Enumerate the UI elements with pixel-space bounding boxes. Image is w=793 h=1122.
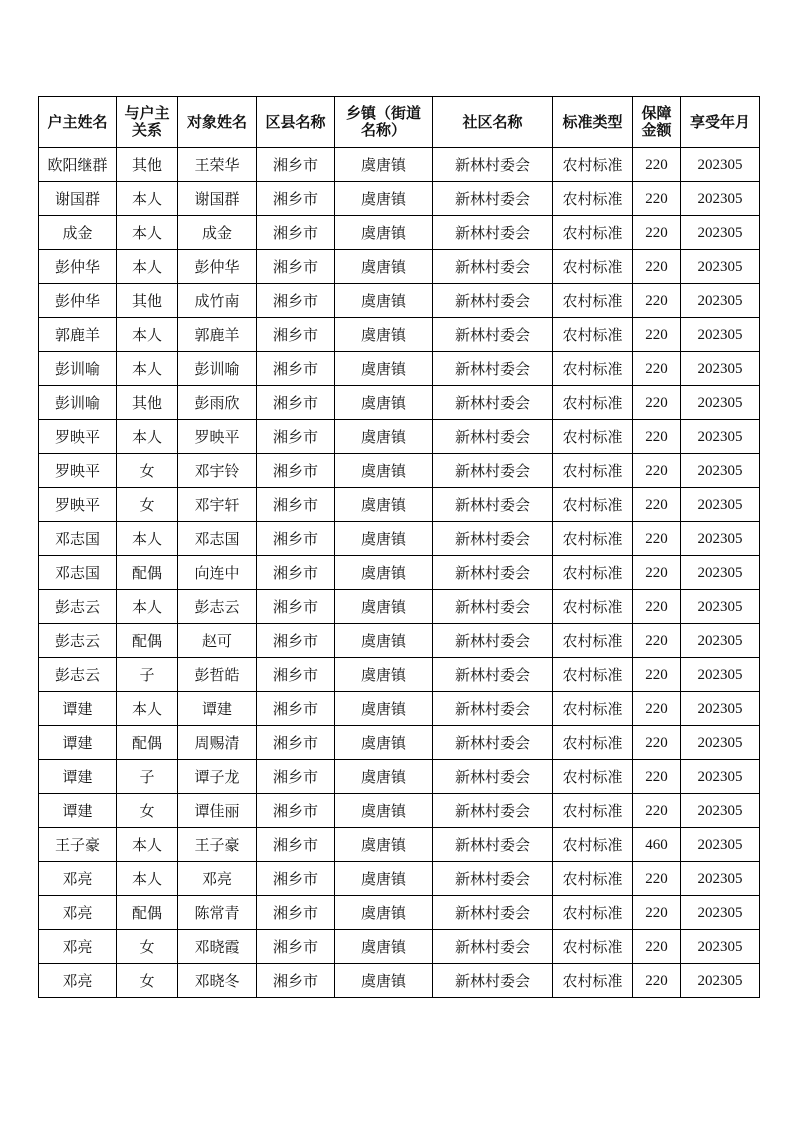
cell-relation-to-head: 女	[117, 488, 178, 522]
cell-community-name: 新林村委会	[433, 896, 553, 930]
cell-benefit-month: 202305	[681, 182, 760, 216]
cell-beneficiary-name: 周赐清	[178, 726, 257, 760]
cell-household-head-name: 邓亮	[39, 896, 117, 930]
table-row	[39, 624, 760, 658]
cell-township-name: 虞唐镇	[335, 658, 433, 692]
table-row	[39, 488, 760, 522]
table-row	[39, 590, 760, 624]
cell-allowance-amount: 220	[633, 522, 681, 556]
cell-beneficiary-name: 邓宇轩	[178, 488, 257, 522]
cell-standard-type: 农村标准	[553, 760, 633, 794]
table-row	[39, 760, 760, 794]
cell-township-name: 虞唐镇	[335, 250, 433, 284]
cell-county-name: 湘乡市	[257, 930, 335, 964]
table-body	[39, 148, 760, 998]
cell-community-name: 新林村委会	[433, 318, 553, 352]
table-row	[39, 182, 760, 216]
header-standard-type	[553, 97, 633, 148]
cell-relation-to-head: 本人	[117, 828, 178, 862]
cell-township-name: 虞唐镇	[335, 828, 433, 862]
cell-relation-to-head: 本人	[117, 420, 178, 454]
cell-standard-type: 农村标准	[553, 318, 633, 352]
cell-benefit-month: 202305	[681, 726, 760, 760]
cell-allowance-amount: 460	[633, 828, 681, 862]
cell-beneficiary-name: 彭仲华	[178, 250, 257, 284]
cell-household-head-name: 谢国群	[39, 182, 117, 216]
cell-relation-to-head: 配偶	[117, 556, 178, 590]
cell-allowance-amount: 220	[633, 930, 681, 964]
table-row	[39, 216, 760, 250]
cell-beneficiary-name: 邓晓冬	[178, 964, 257, 998]
cell-allowance-amount: 220	[633, 454, 681, 488]
cell-relation-to-head: 本人	[117, 522, 178, 556]
cell-relation-to-head: 配偶	[117, 726, 178, 760]
cell-township-name: 虞唐镇	[335, 420, 433, 454]
cell-benefit-month: 202305	[681, 250, 760, 284]
cell-township-name: 虞唐镇	[335, 590, 433, 624]
cell-township-name: 虞唐镇	[335, 794, 433, 828]
cell-household-head-name: 谭建	[39, 794, 117, 828]
table-row	[39, 318, 760, 352]
cell-household-head-name: 彭志云	[39, 590, 117, 624]
cell-household-head-name: 邓亮	[39, 964, 117, 998]
cell-county-name: 湘乡市	[257, 624, 335, 658]
cell-benefit-month: 202305	[681, 352, 760, 386]
header-community-name-label: 社区名称	[462, 112, 523, 131]
cell-benefit-month: 202305	[681, 862, 760, 896]
cell-beneficiary-name: 王子豪	[178, 828, 257, 862]
cell-relation-to-head: 其他	[117, 148, 178, 182]
table-row	[39, 658, 760, 692]
cell-relation-to-head: 其他	[117, 284, 178, 318]
table-row	[39, 794, 760, 828]
header-standard-type-label: 标准类型	[562, 112, 623, 131]
cell-county-name: 湘乡市	[257, 522, 335, 556]
table-row	[39, 148, 760, 182]
header-county-name-label: 区县名称	[265, 112, 326, 131]
table-row	[39, 930, 760, 964]
cell-household-head-name: 欧阳继群	[39, 148, 117, 182]
cell-standard-type: 农村标准	[553, 692, 633, 726]
cell-beneficiary-name: 彭雨欣	[178, 386, 257, 420]
cell-household-head-name: 罗映平	[39, 454, 117, 488]
header-community-name	[433, 97, 553, 148]
cell-community-name: 新林村委会	[433, 624, 553, 658]
cell-benefit-month: 202305	[681, 318, 760, 352]
cell-county-name: 湘乡市	[257, 556, 335, 590]
cell-township-name: 虞唐镇	[335, 522, 433, 556]
table-row	[39, 556, 760, 590]
cell-benefit-month: 202305	[681, 488, 760, 522]
cell-household-head-name: 谭建	[39, 760, 117, 794]
cell-beneficiary-name: 王荣华	[178, 148, 257, 182]
cell-allowance-amount: 220	[633, 420, 681, 454]
cell-household-head-name: 谭建	[39, 726, 117, 760]
table-header	[39, 97, 760, 148]
cell-beneficiary-name: 罗映平	[178, 420, 257, 454]
cell-county-name: 湘乡市	[257, 454, 335, 488]
cell-township-name: 虞唐镇	[335, 352, 433, 386]
cell-standard-type: 农村标准	[553, 488, 633, 522]
cell-household-head-name: 罗映平	[39, 488, 117, 522]
cell-township-name: 虞唐镇	[335, 930, 433, 964]
cell-county-name: 湘乡市	[257, 148, 335, 182]
cell-standard-type: 农村标准	[553, 624, 633, 658]
header-benefit-month-label: 享受年月	[689, 112, 750, 131]
cell-community-name: 新林村委会	[433, 828, 553, 862]
cell-township-name: 虞唐镇	[335, 488, 433, 522]
cell-benefit-month: 202305	[681, 216, 760, 250]
cell-benefit-month: 202305	[681, 386, 760, 420]
cell-standard-type: 农村标准	[553, 182, 633, 216]
cell-benefit-month: 202305	[681, 896, 760, 930]
cell-community-name: 新林村委会	[433, 386, 553, 420]
cell-township-name: 虞唐镇	[335, 760, 433, 794]
cell-township-name: 虞唐镇	[335, 726, 433, 760]
cell-household-head-name: 郭鹿羊	[39, 318, 117, 352]
cell-township-name: 虞唐镇	[335, 692, 433, 726]
table-header-row	[39, 97, 760, 148]
header-beneficiary-name	[178, 97, 257, 148]
cell-community-name: 新林村委会	[433, 454, 553, 488]
cell-relation-to-head: 子	[117, 658, 178, 692]
cell-beneficiary-name: 向连中	[178, 556, 257, 590]
cell-beneficiary-name: 郭鹿羊	[178, 318, 257, 352]
cell-township-name: 虞唐镇	[335, 896, 433, 930]
cell-standard-type: 农村标准	[553, 250, 633, 284]
cell-beneficiary-name: 谭子龙	[178, 760, 257, 794]
cell-relation-to-head: 女	[117, 964, 178, 998]
cell-township-name: 虞唐镇	[335, 624, 433, 658]
cell-relation-to-head: 女	[117, 930, 178, 964]
header-relation-to-head-label: 与户主	[124, 104, 170, 122]
cell-community-name: 新林村委会	[433, 930, 553, 964]
cell-benefit-month: 202305	[681, 420, 760, 454]
cell-allowance-amount: 220	[633, 216, 681, 250]
table-row	[39, 454, 760, 488]
cell-community-name: 新林村委会	[433, 964, 553, 998]
header-allowance-amount	[633, 97, 681, 148]
cell-standard-type: 农村标准	[553, 556, 633, 590]
header-township-name	[335, 97, 433, 148]
cell-household-head-name: 王子豪	[39, 828, 117, 862]
cell-standard-type: 农村标准	[553, 726, 633, 760]
table-row	[39, 386, 760, 420]
header-relation-to-head-label: 关系	[131, 121, 162, 139]
cell-township-name: 虞唐镇	[335, 318, 433, 352]
cell-beneficiary-name: 陈常青	[178, 896, 257, 930]
table-row	[39, 726, 760, 760]
cell-beneficiary-name: 谭建	[178, 692, 257, 726]
cell-relation-to-head: 本人	[117, 182, 178, 216]
cell-county-name: 湘乡市	[257, 862, 335, 896]
header-household-head-name	[39, 97, 117, 148]
cell-beneficiary-name: 彭训喻	[178, 352, 257, 386]
cell-standard-type: 农村标准	[553, 420, 633, 454]
cell-community-name: 新林村委会	[433, 284, 553, 318]
table-row	[39, 420, 760, 454]
cell-benefit-month: 202305	[681, 828, 760, 862]
table-row	[39, 250, 760, 284]
header-beneficiary-name-label: 对象姓名	[186, 112, 247, 131]
cell-community-name: 新林村委会	[433, 250, 553, 284]
cell-allowance-amount: 220	[633, 148, 681, 182]
header-allowance-amount-label: 保障	[641, 104, 672, 122]
cell-relation-to-head: 本人	[117, 590, 178, 624]
cell-allowance-amount: 220	[633, 726, 681, 760]
cell-county-name: 湘乡市	[257, 896, 335, 930]
cell-community-name: 新林村委会	[433, 182, 553, 216]
cell-household-head-name: 罗映平	[39, 420, 117, 454]
cell-standard-type: 农村标准	[553, 386, 633, 420]
cell-benefit-month: 202305	[681, 624, 760, 658]
table-row	[39, 692, 760, 726]
cell-community-name: 新林村委会	[433, 216, 553, 250]
table-row	[39, 862, 760, 896]
cell-beneficiary-name: 邓宇铃	[178, 454, 257, 488]
table-row	[39, 964, 760, 998]
cell-township-name: 虞唐镇	[335, 182, 433, 216]
cell-benefit-month: 202305	[681, 284, 760, 318]
cell-county-name: 湘乡市	[257, 760, 335, 794]
cell-county-name: 湘乡市	[257, 386, 335, 420]
cell-allowance-amount: 220	[633, 658, 681, 692]
cell-allowance-amount: 220	[633, 964, 681, 998]
cell-county-name: 湘乡市	[257, 964, 335, 998]
cell-household-head-name: 邓志国	[39, 522, 117, 556]
cell-beneficiary-name: 邓晓霞	[178, 930, 257, 964]
cell-relation-to-head: 子	[117, 760, 178, 794]
cell-township-name: 虞唐镇	[335, 386, 433, 420]
cell-county-name: 湘乡市	[257, 590, 335, 624]
cell-allowance-amount: 220	[633, 182, 681, 216]
cell-standard-type: 农村标准	[553, 352, 633, 386]
cell-county-name: 湘乡市	[257, 352, 335, 386]
cell-county-name: 湘乡市	[257, 284, 335, 318]
cell-household-head-name: 彭训喻	[39, 386, 117, 420]
cell-township-name: 虞唐镇	[335, 284, 433, 318]
table-row	[39, 828, 760, 862]
cell-allowance-amount: 220	[633, 284, 681, 318]
cell-relation-to-head: 本人	[117, 692, 178, 726]
cell-household-head-name: 谭建	[39, 692, 117, 726]
cell-township-name: 虞唐镇	[335, 216, 433, 250]
cell-standard-type: 农村标准	[553, 216, 633, 250]
cell-standard-type: 农村标准	[553, 794, 633, 828]
cell-allowance-amount: 220	[633, 760, 681, 794]
cell-benefit-month: 202305	[681, 454, 760, 488]
cell-relation-to-head: 配偶	[117, 624, 178, 658]
cell-household-head-name: 彭志云	[39, 658, 117, 692]
header-benefit-month	[681, 97, 760, 148]
relief-recipients-table	[38, 96, 760, 998]
cell-community-name: 新林村委会	[433, 862, 553, 896]
cell-relation-to-head: 本人	[117, 352, 178, 386]
table-row	[39, 522, 760, 556]
cell-beneficiary-name: 邓志国	[178, 522, 257, 556]
cell-household-head-name: 彭志云	[39, 624, 117, 658]
cell-allowance-amount: 220	[633, 352, 681, 386]
cell-benefit-month: 202305	[681, 148, 760, 182]
cell-allowance-amount: 220	[633, 250, 681, 284]
cell-benefit-month: 202305	[681, 692, 760, 726]
cell-community-name: 新林村委会	[433, 352, 553, 386]
cell-county-name: 湘乡市	[257, 250, 335, 284]
cell-community-name: 新林村委会	[433, 556, 553, 590]
cell-community-name: 新林村委会	[433, 590, 553, 624]
cell-standard-type: 农村标准	[553, 828, 633, 862]
cell-county-name: 湘乡市	[257, 318, 335, 352]
cell-township-name: 虞唐镇	[335, 454, 433, 488]
cell-county-name: 湘乡市	[257, 488, 335, 522]
cell-allowance-amount: 220	[633, 692, 681, 726]
cell-relation-to-head: 本人	[117, 318, 178, 352]
cell-relation-to-head: 本人	[117, 216, 178, 250]
cell-household-head-name: 彭训喻	[39, 352, 117, 386]
cell-county-name: 湘乡市	[257, 828, 335, 862]
cell-county-name: 湘乡市	[257, 216, 335, 250]
cell-household-head-name: 彭仲华	[39, 284, 117, 318]
cell-allowance-amount: 220	[633, 590, 681, 624]
cell-community-name: 新林村委会	[433, 420, 553, 454]
cell-standard-type: 农村标准	[553, 522, 633, 556]
header-township-name-label: 乡镇（街道	[345, 104, 421, 122]
cell-township-name: 虞唐镇	[335, 964, 433, 998]
cell-beneficiary-name: 彭志云	[178, 590, 257, 624]
cell-allowance-amount: 220	[633, 624, 681, 658]
cell-household-head-name: 成金	[39, 216, 117, 250]
cell-allowance-amount: 220	[633, 794, 681, 828]
cell-household-head-name: 邓志国	[39, 556, 117, 590]
cell-community-name: 新林村委会	[433, 658, 553, 692]
cell-standard-type: 农村标准	[553, 148, 633, 182]
cell-county-name: 湘乡市	[257, 692, 335, 726]
cell-community-name: 新林村委会	[433, 148, 553, 182]
cell-county-name: 湘乡市	[257, 182, 335, 216]
cell-beneficiary-name: 赵可	[178, 624, 257, 658]
cell-beneficiary-name: 成竹南	[178, 284, 257, 318]
header-household-head-name-label: 户主姓名	[47, 112, 108, 131]
table-row	[39, 352, 760, 386]
cell-standard-type: 农村标准	[553, 590, 633, 624]
header-township-name-label: 名称）	[360, 121, 406, 139]
cell-community-name: 新林村委会	[433, 522, 553, 556]
cell-household-head-name: 邓亮	[39, 930, 117, 964]
cell-beneficiary-name: 谭佳丽	[178, 794, 257, 828]
cell-relation-to-head: 女	[117, 454, 178, 488]
cell-standard-type: 农村标准	[553, 896, 633, 930]
cell-household-head-name: 邓亮	[39, 862, 117, 896]
header-allowance-amount-label: 金额	[641, 121, 672, 139]
cell-community-name: 新林村委会	[433, 760, 553, 794]
cell-beneficiary-name: 谢国群	[178, 182, 257, 216]
cell-allowance-amount: 220	[633, 862, 681, 896]
cell-relation-to-head: 其他	[117, 386, 178, 420]
cell-township-name: 虞唐镇	[335, 862, 433, 896]
cell-benefit-month: 202305	[681, 760, 760, 794]
header-county-name	[257, 97, 335, 148]
cell-standard-type: 农村标准	[553, 964, 633, 998]
cell-benefit-month: 202305	[681, 658, 760, 692]
cell-county-name: 湘乡市	[257, 420, 335, 454]
cell-beneficiary-name: 彭哲皓	[178, 658, 257, 692]
cell-household-head-name: 彭仲华	[39, 250, 117, 284]
header-relation-to-head	[117, 97, 178, 148]
cell-benefit-month: 202305	[681, 794, 760, 828]
cell-allowance-amount: 220	[633, 556, 681, 590]
cell-allowance-amount: 220	[633, 386, 681, 420]
cell-beneficiary-name: 邓亮	[178, 862, 257, 896]
cell-relation-to-head: 本人	[117, 250, 178, 284]
cell-benefit-month: 202305	[681, 522, 760, 556]
cell-standard-type: 农村标准	[553, 862, 633, 896]
cell-benefit-month: 202305	[681, 964, 760, 998]
cell-allowance-amount: 220	[633, 488, 681, 522]
cell-community-name: 新林村委会	[433, 488, 553, 522]
cell-county-name: 湘乡市	[257, 658, 335, 692]
cell-standard-type: 农村标准	[553, 930, 633, 964]
cell-standard-type: 农村标准	[553, 454, 633, 488]
cell-community-name: 新林村委会	[433, 692, 553, 726]
cell-benefit-month: 202305	[681, 556, 760, 590]
cell-relation-to-head: 本人	[117, 862, 178, 896]
cell-allowance-amount: 220	[633, 318, 681, 352]
cell-standard-type: 农村标准	[553, 658, 633, 692]
cell-benefit-month: 202305	[681, 590, 760, 624]
cell-standard-type: 农村标准	[553, 284, 633, 318]
cell-relation-to-head: 女	[117, 794, 178, 828]
cell-township-name: 虞唐镇	[335, 556, 433, 590]
cell-county-name: 湘乡市	[257, 726, 335, 760]
cell-allowance-amount: 220	[633, 896, 681, 930]
cell-beneficiary-name: 成金	[178, 216, 257, 250]
cell-relation-to-head: 配偶	[117, 896, 178, 930]
cell-community-name: 新林村委会	[433, 794, 553, 828]
table-row	[39, 284, 760, 318]
cell-township-name: 虞唐镇	[335, 148, 433, 182]
table-row	[39, 896, 760, 930]
cell-benefit-month: 202305	[681, 930, 760, 964]
cell-county-name: 湘乡市	[257, 794, 335, 828]
cell-community-name: 新林村委会	[433, 726, 553, 760]
